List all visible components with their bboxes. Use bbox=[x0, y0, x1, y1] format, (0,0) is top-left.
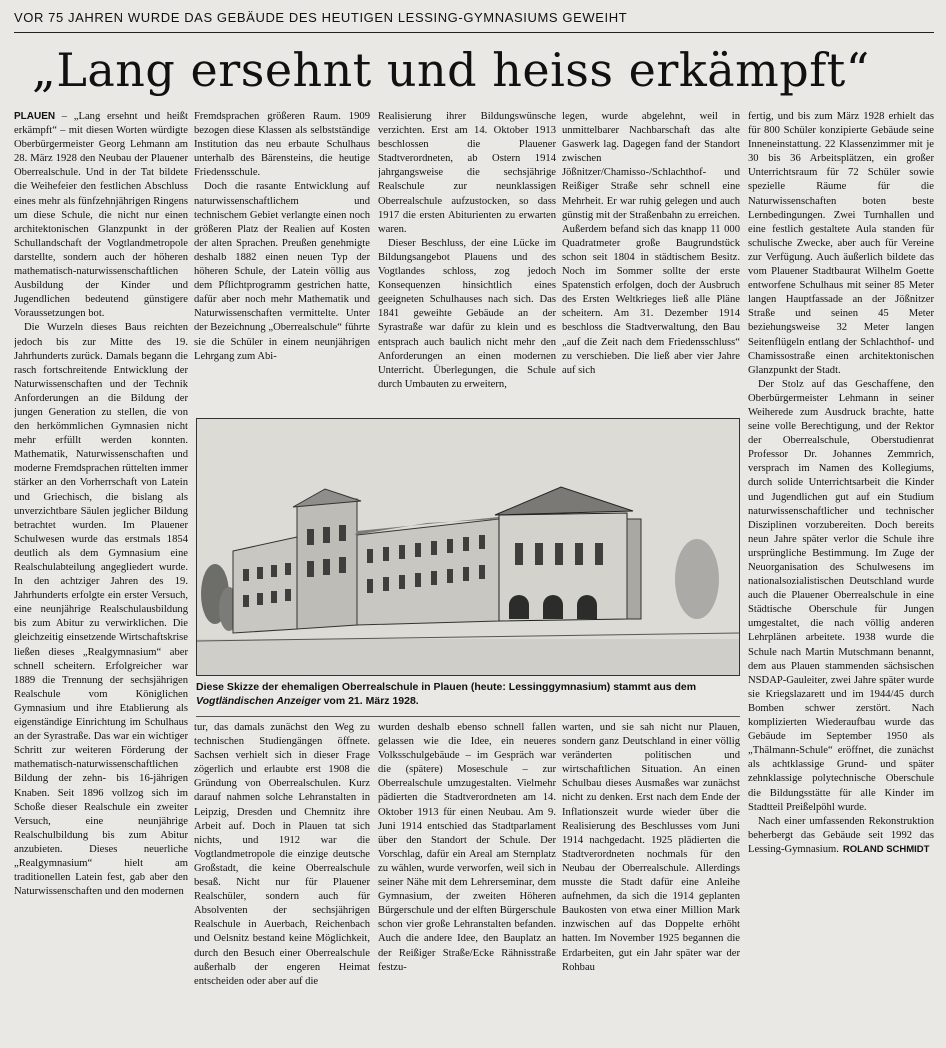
byline: ROLAND SCHMIDT bbox=[842, 843, 930, 855]
paragraph: legen, wurde abgelehnt, weil in unmittelbarer Nachbarschaft das alte Gaswerk lag. Dagegen fand der Standort zwischen Jößnitzer/Chamisso-/Schlachthof- und Reißiger Straße sehr schnell eine Mehrheit. Er war ruhig gelegen und auch günstig mit der Straßenbahn zu erreichen. Außerdem befand sich das knapp 11 000 Quadratmeter große Baugrundstück schon seit 1804 in städtischem Besitz. Noch im Sommer sollte der erste Spatenstich erfolgen, doch der Ausbruch des Ersten Weltkrieges ließ alle Pläne scheitern. Am 31. Dezember 1914 beschloss die Stadtverwaltung, den Bau „auf die Zeit nach dem Friedensschluss“ zu verschieben. Die ließ aber vier Jahre auf sich bbox=[562, 111, 740, 376]
paragraph: wurden deshalb ebenso schnell fallen gelassen wie die Idee, ein neueres Volksschulgebäude – im Gespräch war die (spätere) Moseschule – zur Oberrealschule umzugestalten. Vielmehr pädierten die Stadtverordneten am 14. Oktober 1913 für einen Neubau. Am 9. Juni 1914 entschied das Stadtparlament über den Standort der Schule. Der Vorschlag, dafür ein Areal am Sternplatz zu wählen, wurde verworfen, weil sich in seiner Nähe mit dem Lehrerseminar, dem Gymnasium, der zweiten Höheren Bürgerschule und der elften Bürgerschule schon vier große Lehranstalten befanden. Auch die andere Idee, den Bauplatz an der Reißiger Straße/Ecke Rähnisstraße festzu- bbox=[378, 722, 556, 973]
kicker-text: VOR 75 JAHREN WURDE DAS GEBÄUDE DES HEUTIGEN LESSING-GYMNASIUMS GEWEIHT bbox=[14, 10, 628, 25]
paragraph: Die Wurzeln dieses Baus reichten jedoch bis zur Mitte des 19. Jahrhunderts zurück. Damals begann die rasch fortschreitende Entwicklung der Naturwissenschaften und der Technik Anforderungen an die Bildung der jungen Generation zu stellen, die von den herkömmlichen Gymnasien nicht mehr erfüllt werden konnten. Mathematik, Naturwissenschaften und moderne Fremdsprachen rüttelten immer stärker an den Vorherrschaft von Latein und Griechisch, die bislang als unverzichtbare Säulen jeglicher Bildung betrachtet wurden. Im Plauener Schulwesen wurde das erstmals 1854 deutlich als dem Gymnasium eine Realschulabteilung angegliedert wurde. In den achtziger Jahren des 19. Jahrhunderts erfolgte ein erster Versuch, eine neunjährige Realschulausbildung bis zum Abitur zu verwirklichen. Die gleichzeitig einsetzende Wirtschaftskrise ließen dieses „Realgymnasium“ aber schnell scheitern. Erfolgreicher war 1889 die Trennung der sechsjährigen Realschule vom Königlichen Gymnasium und ihre Etablierung als eigenständige Einrichtung im Schulhaus an der Syrastraße. Das war ein wichtiger Schritt zur weiteren Förderung der mathematisch-naturwissenschaftlichen Bildung der zehn- bis 16-jährigen Knaben. Seit 1896 vollzog sich im Schoße dieser Realschule ein zweiter Versuch, eine neunjährige Realschulbildung bis zum Abitur anzubieten. Dieses neuerliche „Realgymnasium“ hielt am traditionellen Latein fest, gab aber den Naturwissenschaften und den modernen bbox=[14, 322, 188, 898]
paragraph: Der Stolz auf das Geschaffene, den Oberbürgermeister Lehmann in seiner Weiherede zum Ausdruck brachte, hatte seine volle Berechtigung, und der Rektor der Oberrealschule, Oberstudienrat Professor Dr. Johannes Zemmrich, versprach im Namen des Kollegiums, durch solide Unterrichtsarbeit die Kinder und Jugendlichen gut auf ein Studium naturwissenschaftlicher und technischer Disziplinen vorzubereiten. Doch bereits neun Jahre später verlor die Schule ihre ursprüngliche Bestimmung. Im Zuge der Neuorganisation des Schulwesens im nationalsozialistischen Deutschland wurde auch die Plauener Oberrealschule in eine Städtische Oberschule für Jungen umgestaltet, die nach völlig anderen Lehrplänen arbeitete. 1938 wurde die Schule nach Martin Mutschmann benannt, dem aus Plauen stammenden sächsischen NSDAP-Gauleiter, zwei Jahre später wurde sie Kriegslazarett und im 1944/45 durch Bomben schwer zerstört. Nach komplizierten Wiederaufbau wurde das Gebäude im September 1950 als „Thälmann-Schule“ eröffnet, die zunächst als achtklassige Grund- und später zehnklassige polytechnische Oberschule die Bildungsstätte für alle Kinder im Stadtteil Preißelpöhl wurde. bbox=[748, 378, 934, 813]
dateline: PLAUEN bbox=[14, 111, 56, 122]
paragraph: fertig, und bis zum März 1928 erhielt das für 800 Schüler konzipierte Gebäude seine Inneneinstattung. 22 Klassenzimmer mit je 30 bis 36 Arbeitsplätzen, ein großer Unterrichtsraum für 72 Schüler sowie spezielle Räume für die Naturwissenschaften boten beste Lernbedingungen. Zwei Turnhallen und eine festlich gestaltete Aula standen für schulische Zwecke, aber auch für Vereine zur Verfügung. Auch äußerlich bildete das vom Plauener Stadtbaurat Wilhelm Goette entworfene Schulhaus mit seiner 85 Meter langen Hauptfassade an der Jößnitzer Straße und seinen 45 Meter beziehungsweise 32 Meter langen Seitenflügeln entlang der Schlachthof- und Chamissostraße einen architektonischen Glanzpunkt der Stadt. bbox=[748, 111, 934, 376]
kicker bbox=[14, 10, 934, 33]
paragraph: warten, und sie sah nicht nur Plauen, sondern ganz Deutschland in einer völlig veränderten politischen und wirtschaftlichen Situation. An einen Schulbau dieses Ausmaßes war zunächst nicht zu denken. Erst nach dem Ende der Inflationszeit wurde wieder über die Realisierung des Beschlusses vom Juni 1914 nachgedacht. 1925 plädierten die Stadtverordneten nochmals für den Neubau der Oberrealschule. Allerdings musste die Stadt dafür eine Anleihe aufnehmen, da sich die 1914 geplanten Baukosten von etwa einer Million Mark inzwischen auf das Doppelte erhöht hatten. Im November 1925 begannen die Erdarbeiten, gut ein Jahr später war der Rohbau bbox=[562, 722, 740, 973]
caption-source: Vogtländischen Anzeiger bbox=[196, 695, 321, 707]
paragraph bbox=[14, 110, 188, 321]
article-column-5 bbox=[748, 110, 934, 1040]
paragraph: Fremdsprachen größeren Raum. 1909 bezogen diese Klassen als selbstständige Institution das neu erbaute Schulhaus unterhalb des Bärensteins, die heutige Friedensschule. bbox=[194, 111, 370, 179]
headline: „Lang ersehnt und heiss erkämpft“ bbox=[32, 43, 870, 97]
paragraph-text: – „Lang ersehnt und heißt erkämpft“ – mit diesen Worten würdigte Oberbürgermeister Georg Lehmann am 28. März 1928 den Neubau der Plauener Oberrealschule. Und in der Tat bildete die Weihefeier den festlichen Abschluss eines mehr als fünfzehnjährigen Ringens um diese Schule, die nicht nur einen architektonischen Glanzpunkt in der Schullandschaft der Vogtlandmetropole darstellte, sondern auch der höheren mathematisch-naturwissenschaftlichen Ausbildung der Kinder und Jugendlichen bedeutend günstigere Voraussetzungen bot. bbox=[14, 111, 188, 320]
article-column-3-top bbox=[378, 110, 556, 412]
article-column-2-bottom bbox=[194, 721, 370, 1041]
article-column-1 bbox=[14, 110, 188, 1040]
article-column-4-bottom bbox=[562, 721, 740, 1041]
paragraph: Realisierung ihrer Bildungswünsche verzichten. Erst am 14. Oktober 1913 beschlossen die Plauener Stadtverordneten, ab Ostern 1914 jahrgangsweise die sechsjährige Realschule zur neunklassigen Oberrealschule aufzustocken, so dass 1917 die ersten Abiturienten zu erwarten waren. bbox=[378, 111, 556, 235]
paragraph: tur, das damals zunächst den Weg zu technischen Studiengängen öffnete. Sachsen verhielt sich in dieser Frage zögerlich und erlaubte erst 1908 die Gründung von Oberrealschulen. Kurz darauf nahmen solche Lehranstalten in Leipzig, Dresden und Chemnitz ihre Arbeit auf. Doch in Plauen tat sich nichts, und 1912 war die Vogtlandmetropole die einzige deutsche Großstadt, die keine Oberrealschule besaß. Nicht nur für Plauener Realschüler, sondern auch für Absolventen der sechsjährigen Realschule in Auerbach, Reichenbach und Oelsnitz bestand keine Möglichkeit, durch den Besuch einer Oberrealschule außerhalb der engeren Heimat entscheiden oder aber auf die bbox=[194, 722, 370, 987]
article-column-3-bottom bbox=[378, 721, 556, 1041]
paragraph: Doch die rasante Entwicklung auf naturwissenschaftlichem und technischem Gebiet verlangte einen noch größeren Platz der Realien auf Kosten der alten Sprachen. Preußen genehmigte deshalb 1882 einen neuen Typ der höheren Schule, der Latein völlig aus dem Pflichtprogramm gestrichen hatte, dafür aber noch mehr Mathematik und Naturwissenschaften vermittelte. Unter der Bezeichnung „Oberrealschule“ führte sie die Schüler in einem neunjährigen Lehrgang zum Abi- bbox=[194, 181, 370, 362]
caption-text: Diese Skizze der ehemaligen Oberrealschule in Plauen (heute: Lessinggymnasium) stammt aus dem bbox=[196, 681, 697, 693]
caption-date: vom 21. März 1928. bbox=[320, 695, 419, 707]
building-sketch-image bbox=[196, 418, 740, 676]
article-column-4-top bbox=[562, 110, 740, 412]
article-column-2-top bbox=[194, 110, 370, 412]
building-sketch bbox=[197, 419, 739, 675]
paragraph-text: Nach einer umfassenden Rekonstruktion beherbergt das Gebäude seit 1992 das Lessing-Gymnasium. bbox=[748, 815, 934, 855]
paragraph bbox=[748, 815, 934, 857]
photo-caption bbox=[196, 680, 740, 717]
paragraph: Dieser Beschluss, der eine Lücke im Bildungsangebot Plauens und des Vogtlandes schloss, zog jedoch Konsequenzen hinsichtlich eines geeigneten Schulhauses nach sich. Das 1841 geweihte Gebäude an der Syrastraße war dafür zu klein und es entsprach auch baulich nicht mehr den Anforderungen an einen modernen Unterricht. Überlegungen, die Schule durch Umbauten zu erweitern, bbox=[378, 237, 556, 390]
